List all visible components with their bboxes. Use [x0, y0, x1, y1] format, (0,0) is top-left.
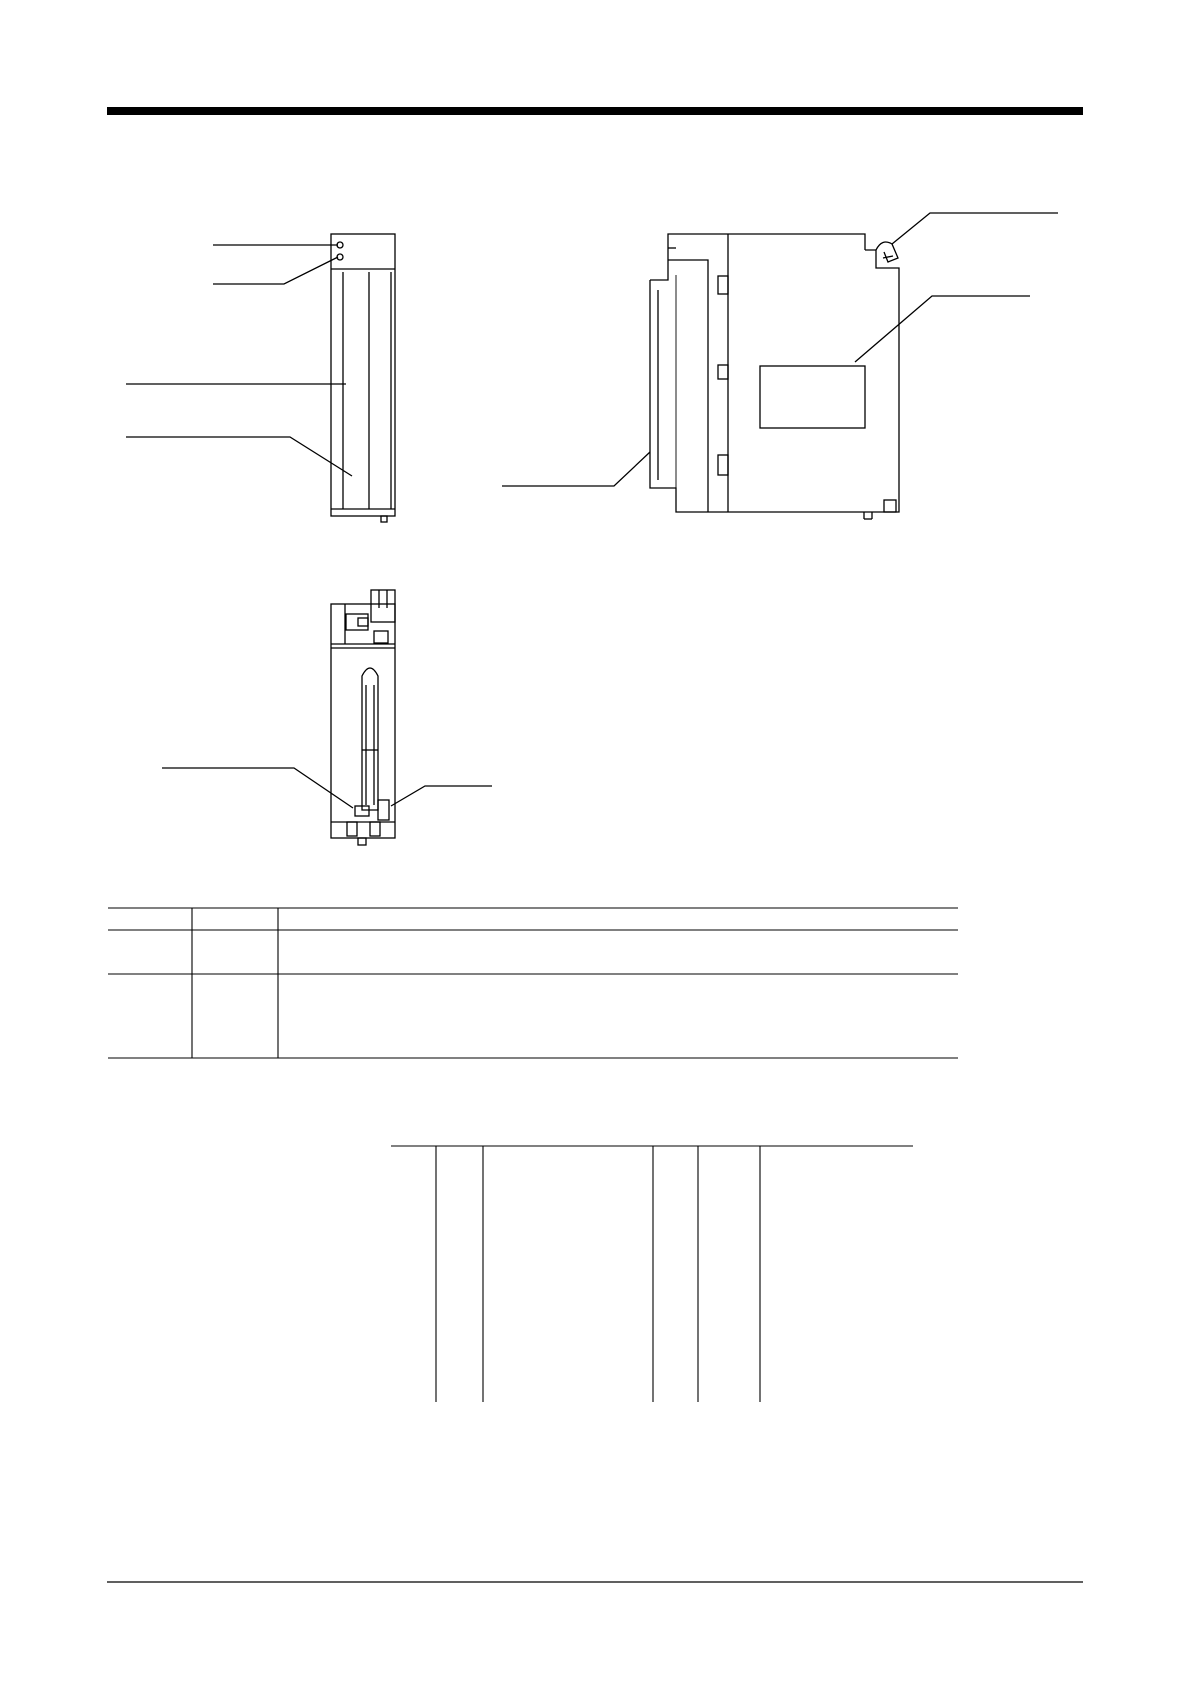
- front-view: [126, 234, 395, 522]
- leader-line: [892, 213, 1058, 244]
- leader-line: [126, 437, 352, 476]
- leader-line: [213, 257, 338, 284]
- leader-line: [391, 786, 492, 806]
- leader-line: [855, 296, 1030, 362]
- leader-line: [162, 768, 353, 808]
- terminal-table: [391, 1146, 913, 1402]
- front-view-body: [331, 234, 395, 516]
- side-view: [502, 213, 1058, 519]
- rear-view: [162, 590, 492, 845]
- company-logo: [107, 1585, 287, 1635]
- spec-table: [108, 908, 958, 1058]
- rear-view-body: [331, 604, 395, 838]
- leader-line: [502, 452, 650, 486]
- side-view-label-area: [760, 366, 865, 428]
